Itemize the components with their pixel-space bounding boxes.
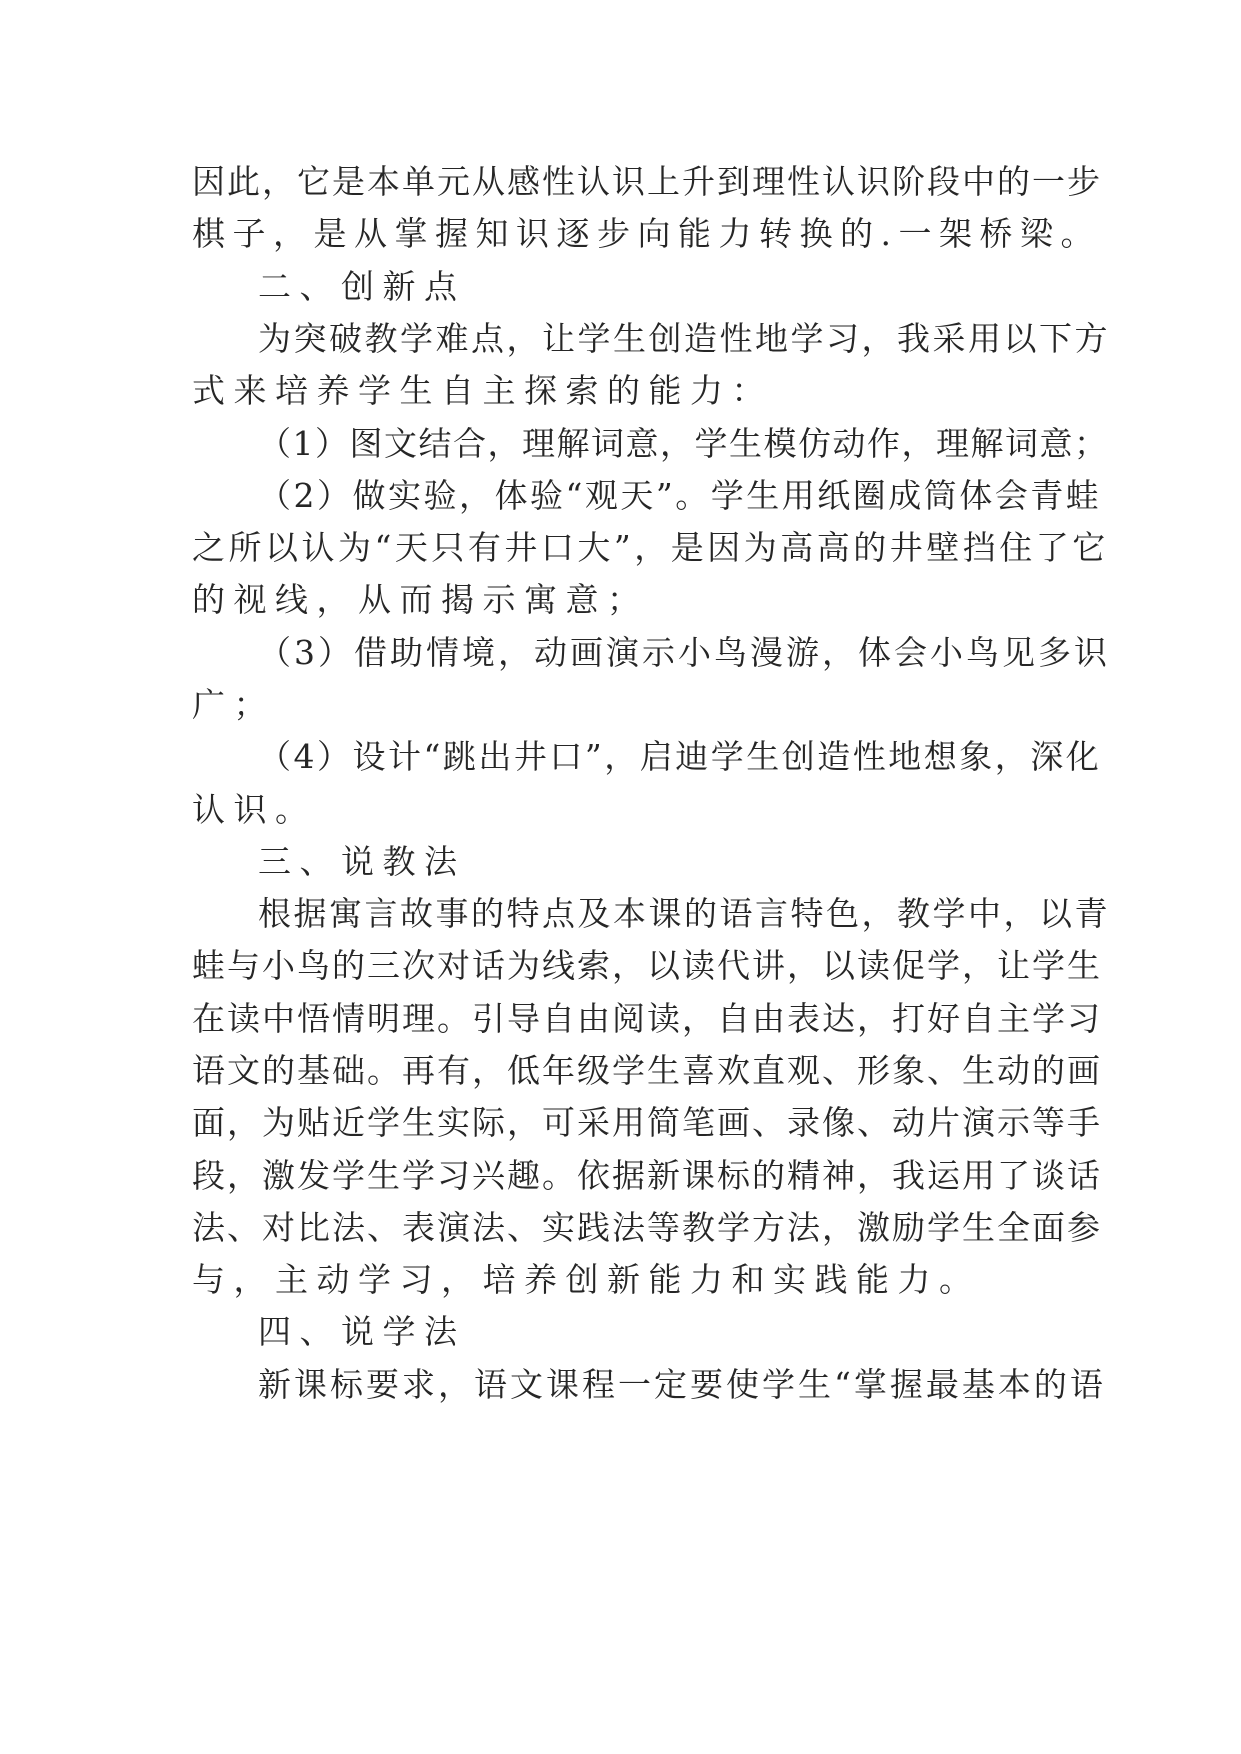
- paragraph-line: 广；: [192, 685, 275, 724]
- list-item: （1）图文结合，理解词意，学生模仿动作，理解词意；: [258, 424, 1109, 463]
- section-heading: 三、说教法: [258, 842, 466, 881]
- paragraph-line: 棋子，是从掌握知识逐步向能力转换的.一架桥梁。: [192, 214, 1101, 253]
- paragraph-line: 段，激发学生学习兴趣。依据新课标的精神，我运用了谈话: [192, 1156, 1102, 1195]
- paragraph-line: 法、对比法、表演法、实践法等教学方法，激励学生全面参: [192, 1208, 1102, 1247]
- section-heading: 四、说学法: [258, 1312, 466, 1351]
- paragraph-line: 语文的基础。再有，低年级学生喜欢直观、形象、生动的画: [192, 1051, 1102, 1090]
- paragraph-line: 因此，它是本单元从感性认识上升到理性认识阶段中的一步: [192, 162, 1102, 201]
- paragraph-line: 之所以认为“天只有井口大”，是因为高高的井壁挡住了它: [192, 528, 1109, 567]
- list-item: （2）做实验，体验“观天”。学生用纸圈成筒体会青蛙: [258, 476, 1102, 515]
- paragraph-line: 根据寓言故事的特点及本课的语言特色，教学中，以青: [258, 894, 1110, 933]
- section-heading: 二、创新点: [258, 267, 466, 306]
- list-item: （4）设计“跳出井口”，启迪学生创造性地想象，深化: [258, 737, 1102, 776]
- paragraph-line: 认识。: [192, 790, 317, 829]
- paragraph-line: 新课标要求，语文课程一定要使学生“掌握最基本的语: [258, 1365, 1106, 1404]
- paragraph-line: 为突破教学难点，让学生创造性地学习，我采用以下方: [258, 319, 1110, 358]
- paragraph-line: 在读中悟情明理。引导自由阅读，自由表达，打好自主学习: [192, 999, 1102, 1038]
- paragraph-line: 面，为贴近学生实际，可采用简笔画、录像、动片演示等手: [192, 1103, 1102, 1142]
- paragraph-line: 的视线，从而揭示寓意；: [192, 580, 649, 619]
- list-item: （3）借助情境，动画演示小鸟漫游，体会小鸟见多识: [258, 633, 1110, 672]
- paragraph-line: 与，主动学习，培养创新能力和实践能力。: [192, 1260, 981, 1299]
- paragraph-line: 式来培养学生自主探索的能力：: [192, 371, 773, 410]
- paragraph-line: 蛙与小鸟的三次对话为线索，以读代讲，以读促学，让学生: [192, 946, 1102, 985]
